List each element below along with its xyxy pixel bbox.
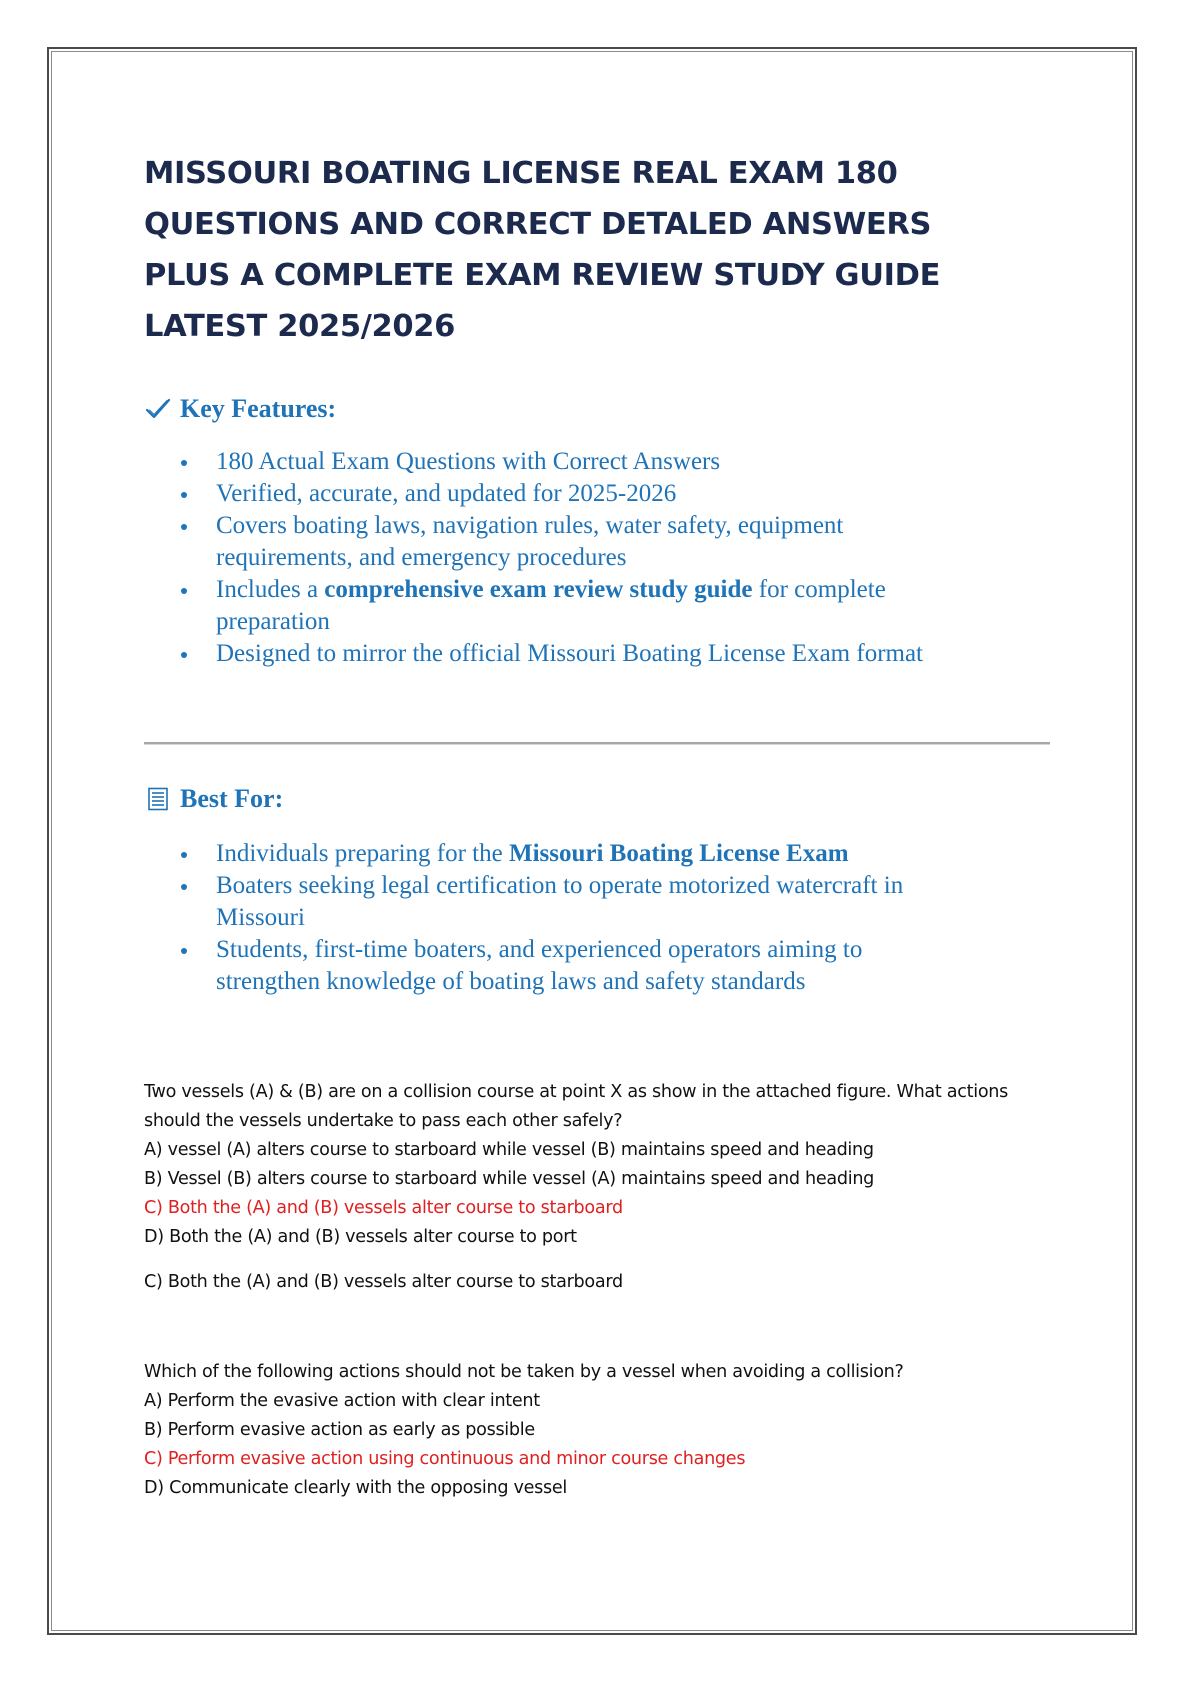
answer-option-a: A) Perform the evasive action with clear intent: [144, 1391, 540, 1411]
section-divider: [144, 742, 1050, 745]
bullet-icon: [181, 948, 187, 954]
list-item-text: Covers boating laws, navigation rules, water safety, equipment: [216, 512, 844, 539]
best-for-list: [144, 838, 1044, 998]
list-item-text: Students, first-time boaters, and experienced operators aiming to: [216, 936, 863, 963]
list-item: [144, 870, 1044, 934]
key-features-heading: [144, 394, 1044, 424]
list-item: [144, 574, 1044, 638]
bullet-icon: [181, 492, 187, 498]
answer-option-d: D) Both the (A) and (B) vessels alter course to port: [144, 1227, 577, 1247]
question-block-2: [144, 1358, 1044, 1503]
bullet-icon: [181, 460, 187, 466]
bullet-icon: [181, 884, 187, 890]
list-item-text: 180 Actual Exam Questions with Correct Answers: [216, 448, 721, 475]
list-item: [144, 446, 1044, 478]
answer-key: C) Both the (A) and (B) vessels alter course to starboard: [144, 1272, 623, 1292]
question-block-1: [144, 1078, 1044, 1297]
list-item-text: preparation: [216, 608, 330, 635]
emphasis-text: Missouri Boating License Exam: [508, 840, 849, 867]
key-features-list: [144, 446, 1044, 670]
list-item-text: Individuals preparing for the: [216, 840, 509, 867]
bullet-icon: [181, 852, 187, 858]
list-item: [144, 934, 1044, 998]
document-list-icon: [144, 787, 172, 811]
list-item: [144, 838, 1044, 870]
list-item-text: requirements, and emergency procedures: [216, 544, 627, 571]
list-item: [144, 510, 1044, 574]
answer-option-c-correct: C) Perform evasive action using continuous and minor course changes: [144, 1449, 746, 1469]
title-line: LATEST 2025/2026: [144, 309, 456, 344]
answer-option-a: A) vessel (A) alters course to starboard while vessel (B) maintains speed and heading: [144, 1140, 874, 1160]
check-mark-icon: [144, 397, 172, 421]
document-title: [144, 148, 1044, 352]
emphasis-text: comprehensive exam review study guide: [324, 576, 753, 603]
document-content: [144, 148, 1044, 670]
bullet-icon: [181, 524, 187, 530]
bullet-icon: [181, 588, 187, 594]
answer-option-b: B) Vessel (B) alters course to starboard while vessel (A) maintains speed and heading: [144, 1169, 875, 1189]
list-item-text: Missouri: [216, 904, 305, 931]
key-features-heading-text: Key Features:: [180, 394, 337, 423]
list-item-text: Designed to mirror the official Missouri Boating License Exam format: [216, 640, 924, 667]
list-item-text: Boaters seeking legal certification to operate motorized watercraft in: [216, 872, 904, 899]
title-line: PLUS A COMPLETE EXAM REVIEW STUDY GUIDE: [144, 258, 941, 293]
best-for-heading-text: Best For:: [180, 784, 284, 813]
title-line: MISSOURI BOATING LICENSE REAL EXAM 180: [144, 156, 898, 191]
question-text: Which of the following actions should not be taken by a vessel when avoiding a collision?: [144, 1362, 904, 1382]
question-text: Two vessels (A) & (B) are on a collision course at point X as show in the attached figure. What actions: [144, 1082, 1009, 1102]
list-item-text: strengthen knowledge of boating laws and safety standards: [216, 968, 806, 995]
best-for-section: [144, 784, 1044, 998]
question-text: should the vessels undertake to pass each other safely?: [144, 1111, 623, 1131]
bullet-icon: [181, 652, 187, 658]
list-item: [144, 638, 1044, 670]
list-item-text: Verified, accurate, and updated for 2025-2026: [216, 480, 677, 507]
answer-option-b: B) Perform evasive action as early as possible: [144, 1420, 535, 1440]
answer-option-d: D) Communicate clearly with the opposing vessel: [144, 1478, 567, 1498]
best-for-heading: [144, 784, 1044, 814]
answer-option-c-correct: C) Both the (A) and (B) vessels alter course to starboard: [144, 1198, 623, 1218]
title-line: QUESTIONS AND CORRECT DETALED ANSWERS: [144, 207, 932, 242]
list-item-text: Includes a comprehensive exam review study guide for complete: [216, 576, 886, 603]
list-item: [144, 478, 1044, 510]
